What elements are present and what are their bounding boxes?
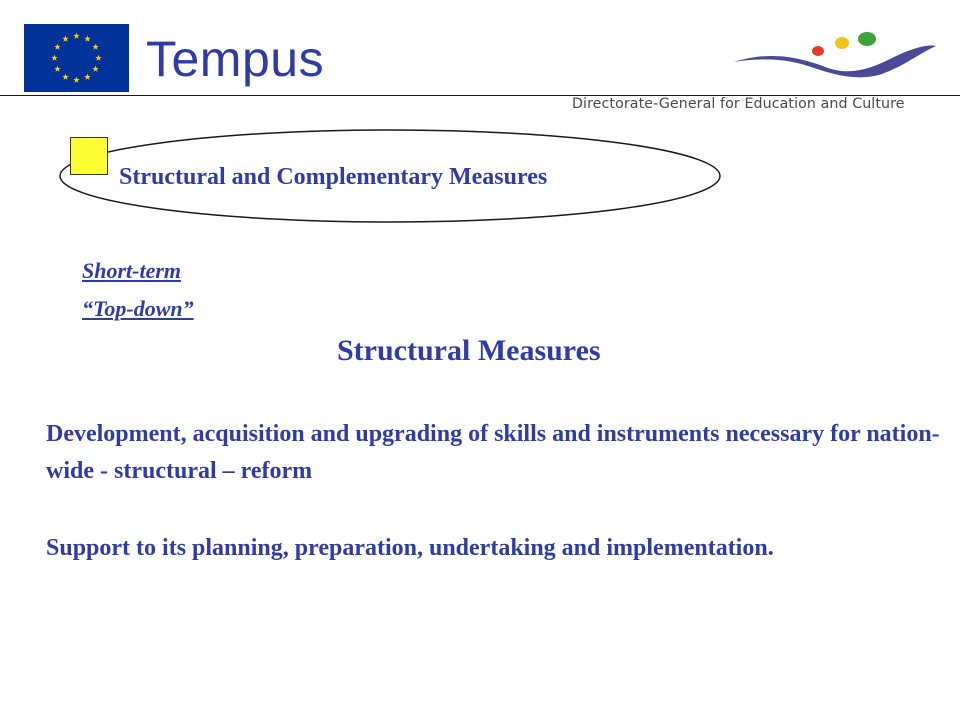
paragraph-support: Support to its planning, preparation, undertaking and implementation. [46,535,774,561]
section-heading: Structural and Complementary Measures [119,164,548,190]
dg-education-culture-logo [732,28,938,78]
paragraph-development: Development, acquisition and upgrading of skills and instruments necessary for nation-wide - structural – reform [46,421,940,484]
page-title: Tempus [146,31,325,87]
dg-label: Directorate-General for Education and Culture [572,96,905,112]
tag-top-down: “Top-down” [82,296,194,321]
eu-flag-icon [24,24,129,92]
tag-short-term: Short-term [82,258,182,283]
main-heading: Structural Measures [337,334,601,367]
yellow-marker [70,137,108,175]
